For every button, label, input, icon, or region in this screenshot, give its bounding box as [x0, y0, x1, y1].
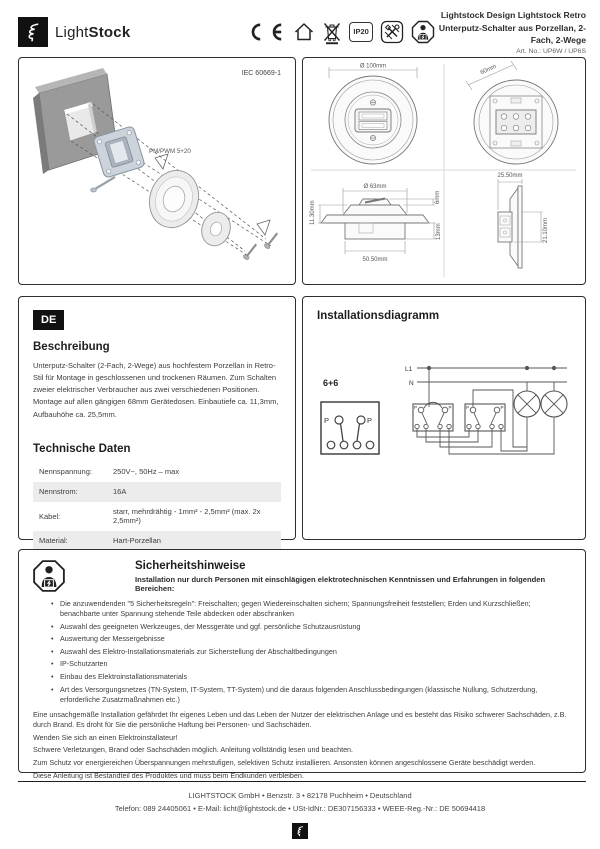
article-number: Art. No.: UP6W / UP6S: [516, 47, 586, 55]
electrician-warning-icon: [32, 559, 66, 593]
dim-mount-depth: 11.30mm: [310, 200, 316, 225]
safety-bullet: • Auswahl des Elektro-Installationsmaterials zur Sicherstellung der Abschaltbedingungen: [51, 647, 571, 657]
company-contact: Telefon: 089 24405061 • E-Mail: licht@lightstock.de • USt-IdNr.: DE307156333 • WEEE-Reg.-Nr.: DE 50694418: [114, 803, 486, 813]
spec-row-nennspannung: Nennspannung: 250V~, 50Hz – max: [39, 467, 180, 477]
safety-bullet: • Auswahl des geeigneten Werkzeuges, der Messgeräte und ggf. persönliche Schutzausrüstung: [51, 622, 571, 632]
iec-standard-label: IEC 60669-1: [241, 70, 281, 77]
installation-panel: [302, 296, 586, 540]
safety-bullet: • Die anzuwendenden "5 Sicherheitsregeln": Freischalten; gegen Wiedereinschalten sichern; Spannungsfreiheit feststellen; Erden und Kurzschließen; benachbarte unter Spannung stehende Teile abdecken oder abschranken: [51, 599, 571, 619]
svg-text:P: P: [466, 405, 470, 410]
product-name: Unterputz-Schalter aus Porzellan, 2-Fach, 2-Wege: [438, 22, 586, 46]
lightstock-logo: [18, 17, 130, 47]
safety-paragraph: Eine unsachgemäße Installation gefährdet Ihr eigenes Leben und das Leben der Nutzer der elektrischen Anlage und es besteht das Risiko schwerer Sachschäden, z.B. durch Brand. Es droht für Sie die persönliche Haftung bei Personen- und Sachschäden.: [33, 709, 567, 729]
safety-bullet: • Art des Versorgungsnetzes (TN-System, IT-System, TT-System) und die daraus folgenden Anschlussbedingungen (klassische Nullung, Schutzerdung, erforderliche Zusatzmaßnahmen etc.): [51, 685, 571, 705]
exploded-view-panel: [18, 57, 296, 285]
ip20-badge: [349, 22, 372, 42]
safety-bullet: • Auswertung der Messergebnisse: [51, 634, 571, 644]
dimension-drawings-panel: [302, 57, 586, 285]
footer: [0, 790, 600, 842]
footer-divider: [18, 781, 586, 782]
description-panel: [18, 296, 296, 546]
weee-crossed-bin-icon: [322, 20, 342, 45]
description-text: Unterputz-Schalter (2-Fach, 2-Wege) aus hochfestem Porzellan in Retro-Stil für Montage in geschlossenen und trockenen Räumen. Zum Schalten zweier elektrischer Verbraucher aus zwei verschiedenen Positionen. Montage auf allen gängigen 68mm Gerätedosen. Einbautiefe ca. 11,3mm, Aufbauhöhe ca. 25,5mm.: [33, 361, 279, 419]
dim-back-width: 60mm: [479, 63, 498, 77]
svg-text:P: P: [324, 416, 330, 425]
spec-row-nennstrom: Nennstrom: 16A: [33, 482, 281, 502]
ip-rating-text: IP20: [353, 27, 369, 37]
installation-heading: Installationsdiagramm: [317, 310, 440, 322]
side-view-drawing: [497, 173, 549, 268]
svg-text:P: P: [414, 405, 418, 410]
safety-paragraph: Diese Anleitung ist Bestandteil des Produktes und muss beim Endkunden verbleiben.: [33, 770, 304, 780]
exploded-view-drawing: [19, 58, 294, 283]
svg-text:P: P: [367, 416, 373, 425]
ce-mark-icon: [242, 21, 286, 43]
tech-data-heading: Technische Daten: [33, 442, 131, 455]
qualified-electrician-icon: [411, 20, 435, 44]
lightbulb-logo-icon: [18, 17, 48, 47]
wiring-diagram: [317, 328, 571, 528]
logo-text: [55, 24, 130, 41]
company-address: LIGHTSTOCK GmbH • Benzstr. 3 • 82178 Puchheim • Deutschland: [188, 791, 412, 800]
description-heading: Beschreibung: [33, 341, 110, 353]
dimension-drawings: [303, 58, 584, 283]
safety-panel: [18, 549, 586, 780]
dim-side-depth: 25.50mm: [497, 173, 523, 179]
indoor-use-house-icon: [293, 21, 315, 43]
safety-bullet: • Einbau des Elektroinstallationsmaterials: [51, 672, 571, 682]
safety-intro: Installation nur durch Personen mit einschlägigen elektrotechnischen Kenntnissen und Erfahrungen in folgenden Bereichen:: [135, 575, 546, 593]
dim-flush-depth: 13mm: [436, 223, 442, 240]
spec-row-kabel: Kabel: starr, mehrdrähtig - 1mm² - 2,5mm² (max. 2x 2,5mm²): [39, 507, 261, 526]
back-view-drawing: [466, 61, 558, 164]
safety-header: [135, 560, 571, 593]
safety-paragraph: Zum Schutz vor energiereichen Überspannungen mehrstufigen, selektiven Schutz installieren. Ansonsten können angeschlossene Geräte beschädigt werden.: [33, 758, 536, 768]
certification-icons: [242, 20, 434, 45]
profile-view-drawing: [310, 184, 442, 263]
dim-side-height: 21.10mm: [543, 217, 549, 243]
circuit-wiring: [405, 366, 567, 454]
language-badge: DE: [33, 310, 64, 330]
safety-bullet-list: [51, 599, 571, 705]
safety-heading: Sicherheitshinweise: [135, 560, 246, 572]
config-label: 6+6: [323, 378, 339, 388]
logo-text-light: Light: [55, 23, 89, 41]
product-info: [435, 9, 586, 54]
svg-text:P: P: [500, 405, 504, 410]
svg-text:P: P: [448, 405, 452, 410]
dim-toggle-height: 6mm: [435, 190, 441, 204]
wire-n-label: N: [409, 380, 414, 387]
mount-spec-label: PM/PWM 5+20: [149, 148, 191, 155]
product-series: Lightstock Design Lightstock Retro: [440, 10, 586, 21]
dim-front-diameter: Ø 100mm: [359, 63, 387, 70]
spec-row-material: Material: Hart-Porzellan: [33, 531, 281, 551]
dim-profile-diameter: Ø 63mm: [363, 184, 387, 190]
front-view-drawing: [329, 64, 417, 165]
wire-l1-label: L1: [405, 366, 413, 373]
logo-text-stock: Stock: [88, 23, 131, 41]
footer-lightbulb-logo-icon: [292, 823, 308, 839]
safety-paragraph: Schwere Verletzungen, Brand oder Sachschäden möglich. Anleitung vollständig lesen und beachten.: [33, 745, 354, 755]
dim-flush-width: 50.50mm: [362, 257, 388, 263]
terminal-schematic: [321, 402, 379, 454]
safety-bullet: • IP-Schutzarten: [51, 659, 571, 669]
header: [18, 10, 586, 54]
safety-paragraph: Wenden Sie sich an einen Elektroinstallateur!: [33, 732, 178, 742]
no-diy-repair-icon: [380, 20, 404, 44]
